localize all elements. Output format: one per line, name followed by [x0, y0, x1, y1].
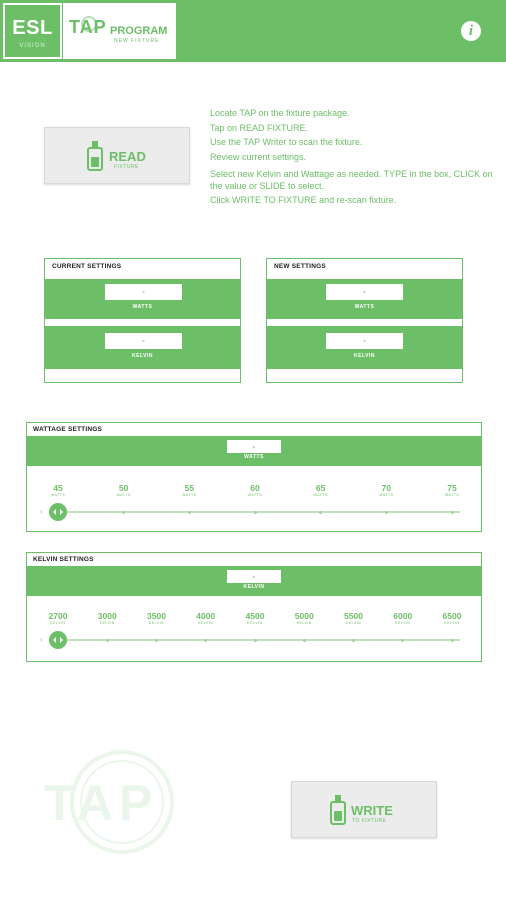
- wattage-tick-value[interactable]: 70: [381, 483, 392, 493]
- wattage-tick-value[interactable]: 60: [250, 483, 260, 493]
- page-subtitle: NEW FIXTURE: [114, 38, 160, 44]
- kelvin-tick-dot: [352, 639, 355, 642]
- wattage-unit: WATTS: [244, 454, 264, 460]
- wattage-value-band: [27, 436, 481, 466]
- wattage-tick-dot: [451, 511, 454, 514]
- instruction-step: Tap on READ FIXTURE.: [210, 122, 309, 133]
- esl-logo: [3, 3, 62, 59]
- new-watts-unit: WATTS: [354, 304, 375, 310]
- new-kelvin-input[interactable]: -: [326, 333, 403, 349]
- wattage-slider-handle[interactable]: [49, 503, 67, 521]
- app-header: [0, 0, 506, 62]
- wattage-tick-dot: [385, 511, 388, 514]
- kelvin-tick-dot: [254, 639, 257, 642]
- current-settings-title: CURRENT SETTINGS: [52, 263, 122, 270]
- kelvin-tick-unit: KELVIN: [50, 621, 66, 625]
- write-to-fixture-button[interactable]: [291, 781, 437, 838]
- current-kelvin-unit: KELVIN: [132, 353, 153, 359]
- read-fixture-button[interactable]: [44, 127, 190, 184]
- wattage-tick-value[interactable]: 55: [184, 483, 195, 493]
- wattage-tick-value[interactable]: 50: [118, 483, 129, 493]
- kelvin-tick-unit: KELVIN: [444, 621, 460, 625]
- esl-logo-subtext: VISION: [19, 43, 46, 49]
- current-watts-value: -: [105, 284, 182, 300]
- new-watts-band: [267, 279, 462, 319]
- tap-logo-icon: [69, 17, 105, 47]
- kelvin-unit: KELVIN: [243, 584, 265, 590]
- read-button-label: READ: [109, 149, 146, 164]
- slider-left-arrow-icon: ‹: [40, 506, 43, 516]
- kelvin-tick-value[interactable]: 6000: [393, 611, 413, 621]
- wattage-tick-dot: [319, 511, 322, 514]
- wattage-tick-unit: WATTS: [50, 493, 66, 497]
- kelvin-settings-panel: [26, 552, 482, 662]
- wattage-tick-value[interactable]: 65: [315, 483, 326, 493]
- wattage-tick-dot: [188, 511, 191, 514]
- wattage-settings-title: WATTAGE SETTINGS: [33, 426, 103, 433]
- info-icon[interactable]: i: [461, 21, 481, 41]
- wattage-tick-dot: [254, 511, 257, 514]
- wattage-tick-unit: WATTS: [116, 493, 131, 497]
- kelvin-tick-unit: KELVIN: [395, 621, 411, 625]
- instruction-step: Select new Kelvin and Wattage as needed. TYPE in the box, CLICK on the value or SLIDE to select.: [210, 169, 493, 191]
- kelvin-tick-value[interactable]: 4000: [196, 611, 216, 621]
- wattage-input[interactable]: -: [227, 440, 281, 453]
- tap-logo-text: TAP: [69, 17, 107, 37]
- kelvin-tick-unit: KELVIN: [247, 621, 263, 625]
- read-button-sublabel: FIXTURE: [114, 164, 139, 170]
- instruction-step: Click WRITE TO FIXTURE and re-scan fixture.: [210, 195, 397, 205]
- kelvin-tick-unit: KELVIN: [345, 621, 362, 625]
- new-settings-title: NEW SETTINGS: [274, 263, 326, 270]
- kelvin-tick-value[interactable]: 2700: [48, 611, 68, 621]
- current-watts-unit: WATTS: [132, 304, 153, 310]
- kelvin-tick-dot: [204, 639, 207, 642]
- kelvin-input[interactable]: -: [227, 570, 281, 583]
- program-header-panel: [63, 3, 176, 59]
- wattage-tick-unit: WATTS: [247, 493, 263, 497]
- instruction-step: Locate TAP on the fixture package.: [210, 108, 350, 118]
- wattage-tick-value[interactable]: 45: [53, 483, 63, 493]
- kelvin-tick-value[interactable]: 4500: [245, 611, 265, 621]
- kelvin-tick-value[interactable]: 3500: [147, 611, 166, 621]
- kelvin-tick-value[interactable]: 3000: [97, 611, 117, 621]
- tap-writer-icon: [330, 801, 346, 825]
- current-kelvin-band: [45, 326, 240, 369]
- current-kelvin-value: -: [105, 333, 182, 349]
- kelvin-tick-unit: KELVIN: [148, 621, 165, 625]
- tap-writer-icon: [87, 147, 103, 171]
- new-kelvin-band: [267, 326, 462, 369]
- kelvin-tick-value[interactable]: 5000: [294, 611, 314, 621]
- kelvin-settings-title: KELVIN SETTINGS: [33, 556, 94, 563]
- wattage-tick-unit: WATTS: [182, 493, 197, 497]
- esl-logo-text: ESL: [12, 17, 53, 39]
- kelvin-tick-unit: KELVIN: [296, 621, 312, 625]
- wattage-tick-value[interactable]: 75: [447, 483, 457, 493]
- kelvin-tick-value[interactable]: 5500: [344, 611, 363, 621]
- current-settings-panel: [44, 258, 241, 383]
- new-settings-panel: [266, 258, 463, 383]
- write-button-label: WRITE: [351, 803, 393, 818]
- kelvin-tick-dot: [303, 639, 306, 642]
- kelvin-tick-dot: [451, 639, 454, 642]
- page-title: PROGRAM: [110, 25, 168, 37]
- new-watts-input[interactable]: -: [326, 284, 403, 300]
- kelvin-tick-value[interactable]: 6500: [442, 611, 462, 621]
- wattage-tick-unit: WATTS: [444, 493, 460, 497]
- kelvin-slider-handle[interactable]: [49, 631, 67, 649]
- tap-watermark-logo: [40, 748, 190, 858]
- write-button-sublabel: TO FIXTURE: [352, 818, 387, 824]
- kelvin-tick-dot: [106, 639, 109, 642]
- tap-watermark-text: TAP: [44, 775, 159, 831]
- wattage-settings-panel: [26, 422, 482, 532]
- new-kelvin-unit: KELVIN: [354, 353, 375, 359]
- instruction-step: Use the TAP Writer to scan the fixture.: [210, 137, 363, 147]
- instructions: [210, 108, 500, 213]
- kelvin-tick-dot: [401, 639, 404, 642]
- slider-left-arrow-icon: ‹: [40, 634, 43, 644]
- wattage-tick-unit: WATTS: [379, 493, 394, 497]
- kelvin-tick-dot: [155, 639, 158, 642]
- kelvin-tick-unit: KELVIN: [99, 621, 115, 625]
- wattage-tick-dot: [122, 511, 125, 514]
- kelvin-tick-unit: KELVIN: [198, 621, 214, 625]
- kelvin-value-band: [27, 566, 481, 596]
- wattage-tick-unit: WATTS: [313, 493, 328, 497]
- current-watts-band: [45, 279, 240, 319]
- instruction-step: Review current settings.: [210, 151, 307, 162]
